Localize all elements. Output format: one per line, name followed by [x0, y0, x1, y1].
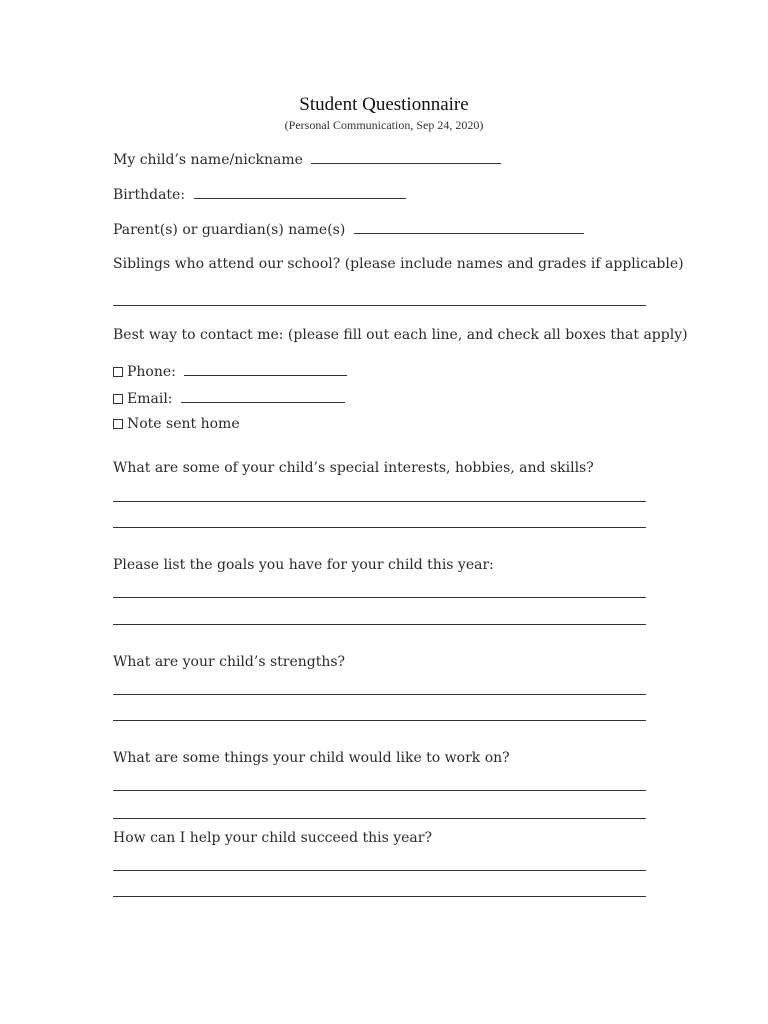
- email-field[interactable]: [181, 388, 345, 403]
- parent-row: [113, 219, 584, 239]
- contact-heading: Best way to contact me: (please fill out each line, and check all boxes that apply): [113, 327, 688, 343]
- answer-line[interactable]: [113, 624, 646, 625]
- email-checkbox[interactable]: [113, 394, 123, 404]
- answer-line[interactable]: [113, 896, 646, 897]
- answer-line[interactable]: [113, 501, 646, 502]
- contact-option-phone: [113, 361, 347, 381]
- answer-line[interactable]: [113, 720, 646, 721]
- parent-field[interactable]: [354, 219, 584, 234]
- birthdate-label: Birthdate:: [113, 187, 186, 203]
- child-name-field[interactable]: [311, 149, 501, 164]
- question-strengths: What are your child’s strengths?: [113, 654, 346, 670]
- child-name-label: My child’s name/nickname: [113, 152, 303, 168]
- phone-label: Phone:: [127, 364, 176, 380]
- page-title: Student Questionnaire: [299, 94, 469, 115]
- note-checkbox[interactable]: [113, 419, 123, 429]
- answer-line[interactable]: [113, 694, 646, 695]
- question-help: How can I help your child succeed this year?: [113, 830, 432, 846]
- answer-line[interactable]: [113, 527, 646, 528]
- answer-line[interactable]: [113, 870, 646, 871]
- note-label: Note sent home: [127, 416, 240, 432]
- question-work-on: What are some things your child would like to work on?: [113, 750, 510, 766]
- phone-checkbox[interactable]: [113, 367, 123, 377]
- question-interests: What are some of your child’s special interests, hobbies, and skills?: [113, 460, 594, 476]
- parent-label: Parent(s) or guardian(s) name(s): [113, 222, 346, 238]
- siblings-label: Siblings who attend our school? (please include names and grades if applicable): [113, 256, 684, 272]
- page-subtitle: (Personal Communication, Sep 24, 2020): [284, 118, 484, 132]
- email-label: Email:: [127, 391, 173, 407]
- siblings-answer-line[interactable]: [113, 305, 646, 306]
- contact-option-note: [113, 415, 240, 433]
- birthdate-field[interactable]: [194, 184, 406, 199]
- question-goals: Please list the goals you have for your child this year:: [113, 557, 494, 573]
- phone-field[interactable]: [184, 361, 347, 376]
- birthdate-row: [113, 184, 406, 204]
- contact-option-email: [113, 388, 345, 408]
- answer-line[interactable]: [113, 597, 646, 598]
- answer-line[interactable]: [113, 790, 646, 791]
- answer-line[interactable]: [113, 818, 646, 819]
- child-name-row: [113, 149, 501, 169]
